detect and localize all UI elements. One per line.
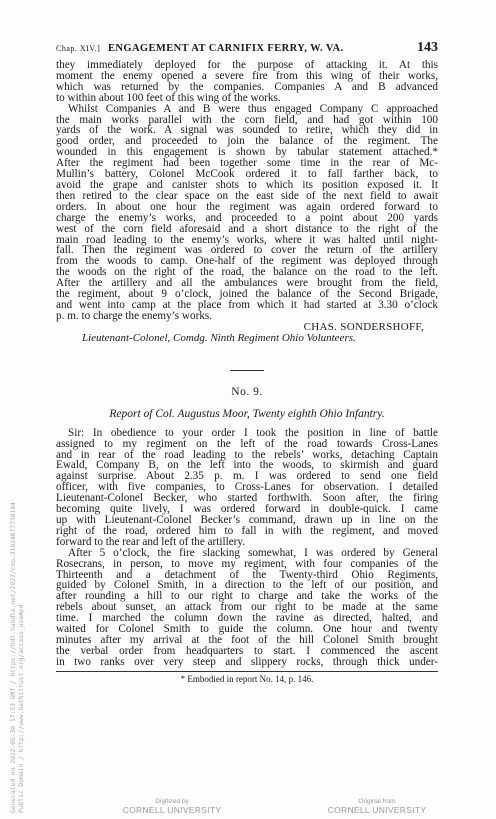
text-line: becoming quite lively, I was ordered forward in double-quick. I came <box>56 503 438 516</box>
section-divider <box>230 370 264 371</box>
watermark-caption: Digitized by <box>155 798 189 805</box>
chapter-label: Chap. XIV.] <box>56 44 101 53</box>
text-line: against surprise. About 2.35 p. m. I was ordered to send one field <box>56 470 438 483</box>
text-line: west of the corn field aforesaid and a short distance to the right of the <box>56 222 438 235</box>
text-line: Mullin’s battery, Colonel McCook ordered it to fall farther back, to <box>56 168 438 181</box>
signature-block <box>56 322 438 344</box>
public-domain-stamp: Public Domain / http://www.hathitrust.org/access_use#pd <box>18 604 25 813</box>
report-title: Report of Col. Augustus Moor, Twenty eighth Ohio Infantry. <box>109 407 385 420</box>
generation-stamp: Generated on 2022-05-30 17:53 GMT / https://hdl.handle.net/2027/coo.31924077730194 <box>10 502 17 813</box>
text-line: good order, and proceeded to join the balance of the regiment. The <box>56 135 438 148</box>
text-line: p. m. to charge the enemy’s works. <box>56 309 213 322</box>
paragraph-after <box>56 548 438 668</box>
text-line: After the artillery and all the ambulances were brought from the field, <box>56 277 438 290</box>
text-line: After 5 o’clock, the fire slacking somewhat, I was ordered by General <box>68 546 438 559</box>
text-line: to within about 100 feet of this wing of the works. <box>56 91 281 104</box>
signatory-rank: Lieutenant-Colonel, Comdg. Ninth Regiment Ohio Volunteers. <box>82 331 356 344</box>
text-line: the regiment, about 9 o’clock, joined the balance of the Second Brigade, <box>56 288 438 301</box>
text-line: which was returned by the companies. Companies A and B advanced <box>56 80 438 93</box>
text-line: time. I marched the column down the ravine as directed, halted, and <box>56 612 438 625</box>
text-line: in two ranks over very steep and slippery rocks, through thick under- <box>56 655 438 668</box>
text-line: then retired to the clear space on the east side of the next field to await <box>56 189 438 202</box>
digitized-by-watermark <box>112 798 232 815</box>
running-title: ENGAGEMENT AT CARNIFIX FERRY, W. VA. <box>108 43 344 54</box>
text-line: the main works parallel with the corn field, and had got within 100 <box>56 113 438 126</box>
paragraph-sir <box>56 428 438 548</box>
text-line: yards of the work. A signal was sounded to retire, which they did in <box>56 124 438 137</box>
text-line: orders. In about one hour the regiment was again ordered forward to <box>56 200 438 213</box>
text-line: and went into camp at the place from which it had started at 3.30 o’clock <box>56 298 438 311</box>
watermark-caption: Original from <box>358 798 396 805</box>
text-line: and in rear of the road leading to the rebels’ works, detaching Captain <box>56 448 438 461</box>
text-line: the verbal order from headquarters to start. I commenced the ascent <box>56 644 438 657</box>
text-line: from the woods to camp. One-half of the regiment was deployed through <box>56 255 438 268</box>
document-number: No. 9. <box>231 385 263 398</box>
text-line: Sir: In obedience to your order I took the position in line of battle <box>68 426 438 439</box>
footnote-rule <box>56 671 438 672</box>
text-line: right of the road, ordered him to fall in with the regiment, and moved <box>56 524 438 537</box>
text-line: after rounding a hill to our right to charge and take the works of the <box>56 590 438 603</box>
text-line: Lieutenant-Colonel Becker, who started forthwith. Soon after, the firing <box>56 492 438 505</box>
text-line: guided by Colonel Smith, in a direction to the left of our position, and <box>56 579 438 592</box>
text-line: Ewald, Company B, on the left into the woods, to skirmish and guard <box>56 459 438 472</box>
text-line: minutes after my arrival at the foot of the hill Colonel Smith brought <box>56 633 438 646</box>
text-line: charge the enemy’s works, and proceeded to a point about 200 yards <box>56 211 438 224</box>
watermark-institution: CORNELL UNIVERSITY <box>122 805 222 815</box>
book-page <box>56 40 438 684</box>
text-line: forward to the rear and left of the artillery. <box>56 535 246 548</box>
footnote: * Embodied in report No. 14, p. 146. <box>180 673 314 684</box>
watermark-institution: CORNELL UNIVERSITY <box>327 805 427 815</box>
text-line: Whilst Companies A and B were thus engaged Company C approached <box>68 102 438 115</box>
text-line: wounded in this engagement is shown by tabular statement attached.* <box>56 146 438 159</box>
text-line: rebels about sunset, an attack from our right to be made at the same <box>56 601 438 614</box>
running-header <box>56 40 438 60</box>
text-line: avoid the grape and canister shots to which its position exposed it. It <box>56 178 438 191</box>
text-line: moment the enemy opened a severe fire from this wing of their works, <box>56 69 438 82</box>
text-line: waited for Colonel Smith to guide the column. One hour and twenty <box>56 623 438 636</box>
text-line: Rosecrans, in person, to move my regiment, with four companies of the <box>56 557 438 570</box>
text-line: fall. Then the regiment was ordered to cover the return of the artillery <box>56 244 438 257</box>
text-line: Thirteenth and a detachment of the Twenty-third Ohio Regiments, <box>56 568 438 581</box>
text-line: After the regiment had been together some time in the rear of Mc- <box>56 157 438 170</box>
page-number: 143 <box>417 40 438 55</box>
text-line: up with Lieutenant-Colonel Becker’s command, drawn up in line on the <box>56 514 438 526</box>
text-line: they immediately deployed for the purpose of attacking it. At this <box>56 59 438 71</box>
text-line: the woods on the right of the road, the balance on the road to the left. <box>56 266 438 279</box>
paragraph-continued <box>56 60 438 104</box>
text-line: assigned to my regiment on the left of the road towards Cross-Lanes <box>56 437 438 450</box>
text-line: main road leading to the enemy’s works, where it was halted until night- <box>56 233 438 246</box>
hathitrust-side-stamp <box>3 393 25 813</box>
signatory-name: CHAS. SONDERSHOFF, <box>303 320 424 333</box>
text-line: officer, with five companies, to Cross-Lanes for observation. I detailed <box>56 481 438 494</box>
original-from-watermark <box>312 798 442 815</box>
paragraph-whilst <box>56 104 438 322</box>
